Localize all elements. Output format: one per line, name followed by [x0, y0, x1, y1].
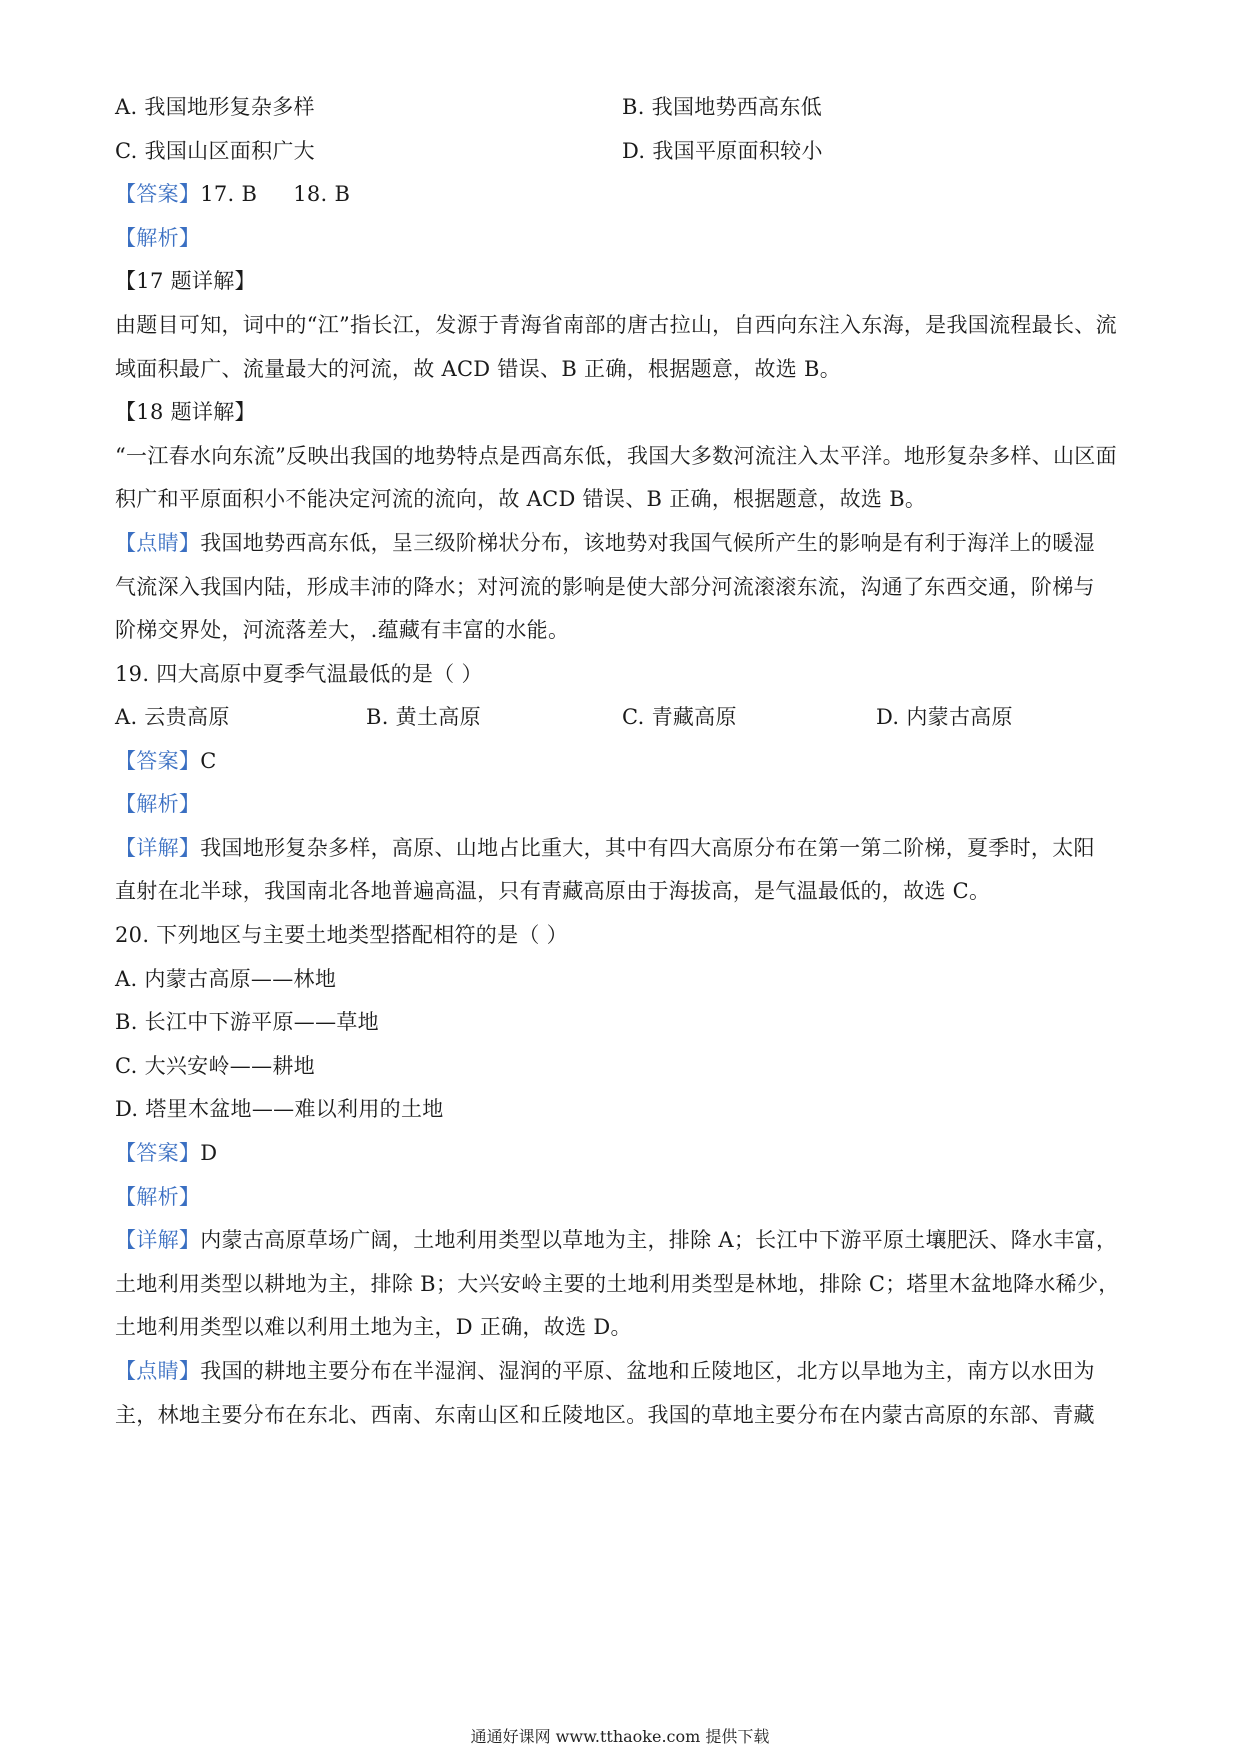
q20-detail-line-3: 土地利用类型以难以利用土地为主，D 正确，故选 D。	[115, 1315, 632, 1339]
q19-detail-text: 我国地形复杂多样，高原、山地占比重大，其中有四大高原分布在第一第二阶梯，夏季时，太阳	[200, 836, 1095, 860]
answer-17-18	[115, 179, 350, 209]
answer-18: 18. B	[293, 182, 351, 206]
comment-text: 我国地势西高东低，呈三级阶梯状分布，该地势对我国气候所产生的影响是有利于海洋上的暖湿	[200, 531, 1095, 555]
answer-label: 【答案】	[115, 1141, 201, 1165]
q18-option-a: A. 我国地形复杂多样	[115, 95, 315, 119]
answer-label: 【答案】	[115, 182, 201, 206]
detail-label: 【详解】	[115, 1228, 201, 1252]
q20-detail-line-2: 土地利用类型以耕地为主，排除 B；大兴安岭主要的土地利用类型是林地，排除 C；塔里木盆地降水稀少，	[115, 1272, 1120, 1296]
q19-detail-line-1	[115, 833, 1095, 863]
q19-option-b: B. 黄土高原	[366, 705, 481, 729]
q20-comment-line-1	[115, 1356, 1095, 1386]
q18-option-d: D. 我国平原面积较小	[622, 139, 823, 163]
q19-question: 19. 四大高原中夏季气温最低的是（ ）	[115, 662, 483, 686]
q19-option-d: D. 内蒙古高原	[876, 705, 1013, 729]
q19-option-a: A. 云贵高原	[115, 705, 230, 729]
analysis-label: 【解析】	[115, 792, 201, 816]
q19-option-c: C. 青藏高原	[622, 705, 737, 729]
q20-option-b: B. 长江中下游平原——草地	[115, 1010, 379, 1034]
q20-option-d: D. 塔里木盆地——难以利用的土地	[115, 1097, 444, 1121]
q20-answer	[115, 1138, 217, 1168]
comment-label: 【点睛】	[115, 1359, 201, 1383]
comment-17-18-line-3: 阶梯交界处，河流落差大，.蕴藏有丰富的水能。	[115, 618, 570, 642]
q19-answer	[115, 746, 217, 776]
q20-option-a: A. 内蒙古高原——林地	[115, 967, 337, 991]
detail-18-title: 【18 题详解】	[115, 400, 256, 424]
q19-detail-line-2: 直射在北半球，我国南北各地普遍高温，只有青藏高原由于海拔高，是气温最低的，故选 C。	[115, 879, 991, 903]
q18-option-c: C. 我国山区面积广大	[115, 139, 315, 163]
q20-question: 20. 下列地区与主要土地类型搭配相符的是（ ）	[115, 923, 568, 947]
q20-detail-line-1	[115, 1225, 1117, 1255]
detail-18-line-2: 积广和平原面积小不能决定河流的流向，故 ACD 错误、B 正确，根据题意，故选 B。	[115, 487, 927, 511]
detail-17-line-1: 由题目可知，词中的“江”指长江，发源于青海省南部的唐古拉山，自西向东注入东海，是我国流程最长、流	[115, 313, 1117, 337]
answer-label: 【答案】	[115, 749, 201, 773]
answer-17: 17. B	[200, 182, 258, 206]
q20-comment-text: 我国的耕地主要分布在半湿润、湿润的平原、盆地和丘陵地区，北方以旱地为主，南方以水田为	[200, 1359, 1095, 1383]
comment-label: 【点睛】	[115, 531, 201, 555]
q18-option-b: B. 我国地势西高东低	[622, 95, 823, 119]
page-footer: 通通好课网 www.tthaoke.com 提供下载	[470, 1727, 770, 1746]
comment-17-18-line-1	[115, 528, 1095, 558]
q20-option-c: C. 大兴安岭——耕地	[115, 1054, 315, 1078]
detail-label: 【详解】	[115, 836, 201, 860]
q20-comment-line-2: 主，林地主要分布在东北、西南、东南山区和丘陵地区。我国的草地主要分布在内蒙古高原的东部、青藏	[115, 1403, 1095, 1427]
q20-detail-text: 内蒙古高原草场广阔，土地利用类型以草地为主，排除 A；长江中下游平原土壤肥沃、降水丰富，	[200, 1228, 1118, 1252]
q20-answer-value: D	[200, 1141, 218, 1165]
detail-17-title: 【17 题详解】	[115, 269, 256, 293]
q19-answer-value: C	[200, 749, 217, 773]
detail-18-line-1: “一江春水向东流”反映出我国的地势特点是西高东低，我国大多数河流注入太平洋。地形复杂多样、山区面	[115, 444, 1117, 468]
detail-17-line-2: 域面积最广、流量最大的河流，故 ACD 错误、B 正确，根据题意，故选 B。	[115, 357, 842, 381]
analysis-label: 【解析】	[115, 1185, 201, 1209]
analysis-label: 【解析】	[115, 226, 201, 250]
comment-17-18-line-2: 气流深入我国内陆，形成丰沛的降水；对河流的影响是使大部分河流滚滚东流，沟通了东西交通，阶梯与	[115, 575, 1095, 599]
